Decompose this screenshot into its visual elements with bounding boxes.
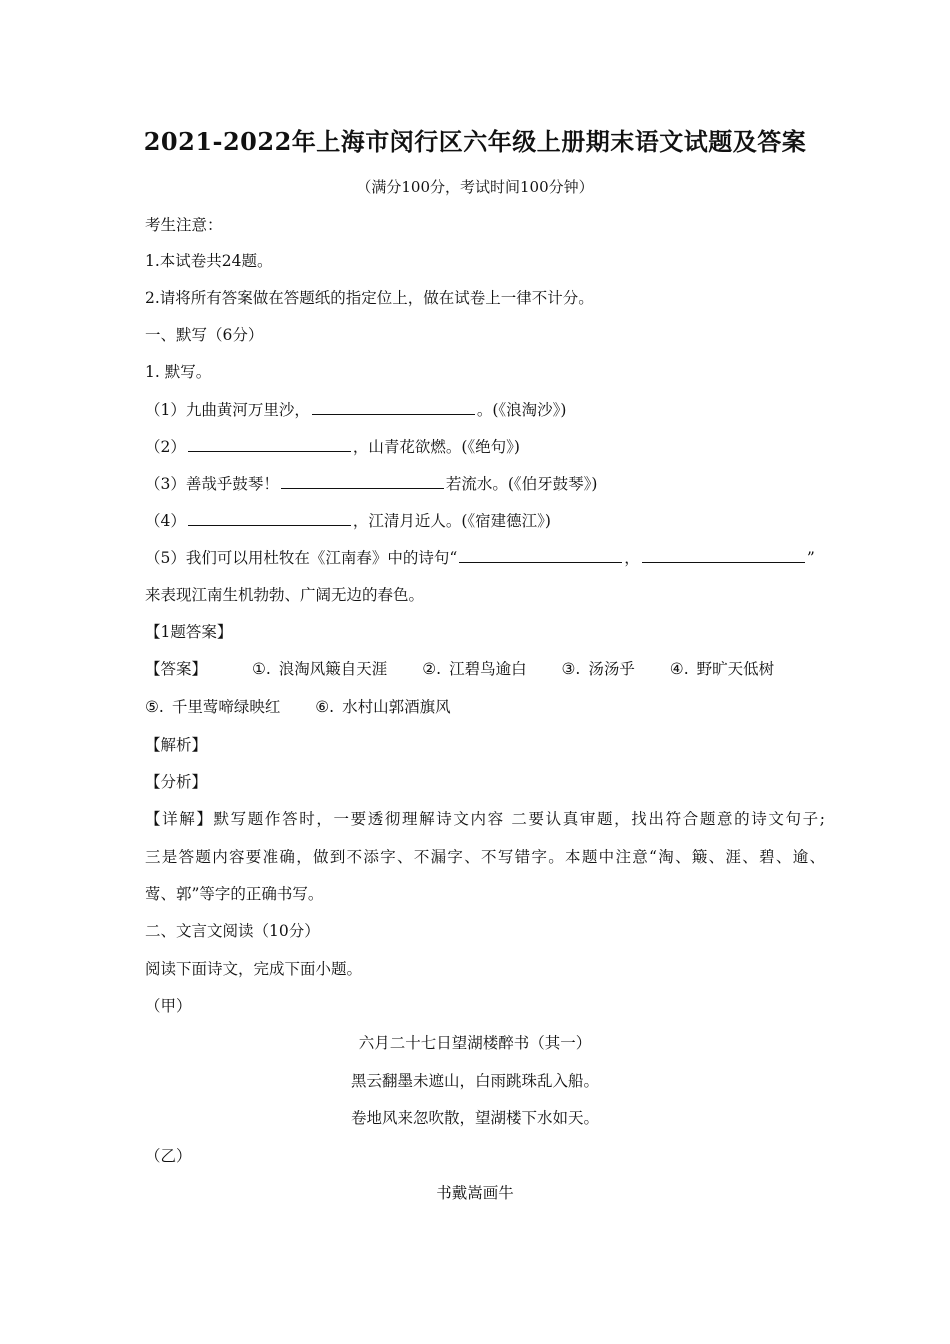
passage-yi-label: （乙） [145, 1147, 192, 1165]
analysis-label-2: 【分析】 [145, 773, 208, 791]
answer-blank [188, 435, 351, 452]
detail-line-1: 【详解】默写题作答时，一要透彻理解诗文内容 二要认真审题，找出符合题意的诗文句子; [145, 810, 825, 828]
poem-line: 卷地风来忽吹散，望湖楼下水如天。 [350, 1109, 599, 1127]
question-1-label: 1. 默写。 [145, 363, 212, 381]
question-1-2 [145, 435, 825, 458]
answer-blank [642, 546, 805, 563]
question-text: ，山青花欲燃。(《绝句》) [352, 438, 520, 456]
detail-line-2: 三是答题内容要准确，做到不添字、不漏字、不写错字。本题中注意“淘、簸、涯、碧、逾、 [145, 848, 825, 866]
question-text: （3）善哉乎鼓琴！ [145, 475, 279, 493]
answer-blank [281, 472, 444, 489]
question-1-4 [145, 509, 825, 532]
answer-blank [188, 509, 351, 526]
answer-item: ①. 浪淘风簸自天涯 [251, 660, 388, 678]
question-1-5-continued: 来表现江南生机勃勃、广阔无边的春色。 [145, 586, 425, 604]
answer-item: ⑥. 水村山郭酒旗风 [315, 698, 451, 716]
question-text: （2） [145, 438, 186, 456]
answer-item: ④. 野旷天低树 [669, 660, 775, 678]
question-text: ， [624, 549, 640, 567]
question-text: ” [806, 549, 815, 567]
question-1-3 [145, 472, 825, 495]
answer-label: 【答案】 [145, 660, 208, 678]
question-text: （4） [145, 512, 186, 530]
answer-line-2 [145, 696, 825, 718]
answer-line-1 [145, 658, 825, 680]
detail-line-3: 莺、郭”等字的正确书写。 [145, 885, 324, 903]
question-text: ，江清月近人。(《宿建德江》) [352, 512, 551, 530]
exam-info: （满分100分，考试时间100分钟） [356, 178, 594, 196]
question-text: （1）九曲黄河万里沙， [145, 401, 310, 419]
question-text: 若流水。(《伯牙鼓琴》) [445, 475, 598, 493]
answer-item: ②. 江碧鸟逾白 [422, 660, 527, 678]
question-1-1 [145, 398, 825, 421]
page-title: 2021-2022年上海市闵行区六年级上册期末语文试题及答案 [143, 127, 807, 156]
question-text: 。(《浪淘沙》) [476, 401, 567, 419]
question-text: （5）我们可以用杜牧在《江南春》中的诗句“ [145, 549, 458, 567]
answer-item: ③. 汤汤乎 [561, 660, 635, 678]
question-1-5 [145, 546, 825, 569]
answer-blank [312, 398, 475, 415]
poem-line: 黑云翻墨未遮山，白雨跳珠乱入船。 [350, 1072, 599, 1090]
notice-item-1: 1.本试卷共24题。 [145, 252, 273, 270]
reading-instruction: 阅读下面诗文，完成下面小题。 [145, 960, 363, 978]
analysis-label: 【解析】 [145, 736, 208, 754]
poem-title: 六月二十七日望湖楼醉书（其一） [358, 1034, 592, 1052]
answer-heading: 【1题答案】 [145, 623, 233, 641]
passage-jia-label: （甲） [145, 997, 192, 1015]
answer-item: ⑤. 千里莺啼绿映红 [145, 698, 281, 716]
passage-yi-title: 书戴嵩画牛 [436, 1184, 514, 1202]
section-1-heading: 一、默写（6分） [145, 326, 264, 344]
answer-blank [459, 546, 622, 563]
section-2-heading: 二、文言文阅读（10分） [145, 922, 320, 940]
notice-item-2: 2.请将所有答案做在答题纸的指定位上，做在试卷上一律不计分。 [145, 289, 594, 307]
notice-heading: 考生注意： [145, 216, 223, 234]
